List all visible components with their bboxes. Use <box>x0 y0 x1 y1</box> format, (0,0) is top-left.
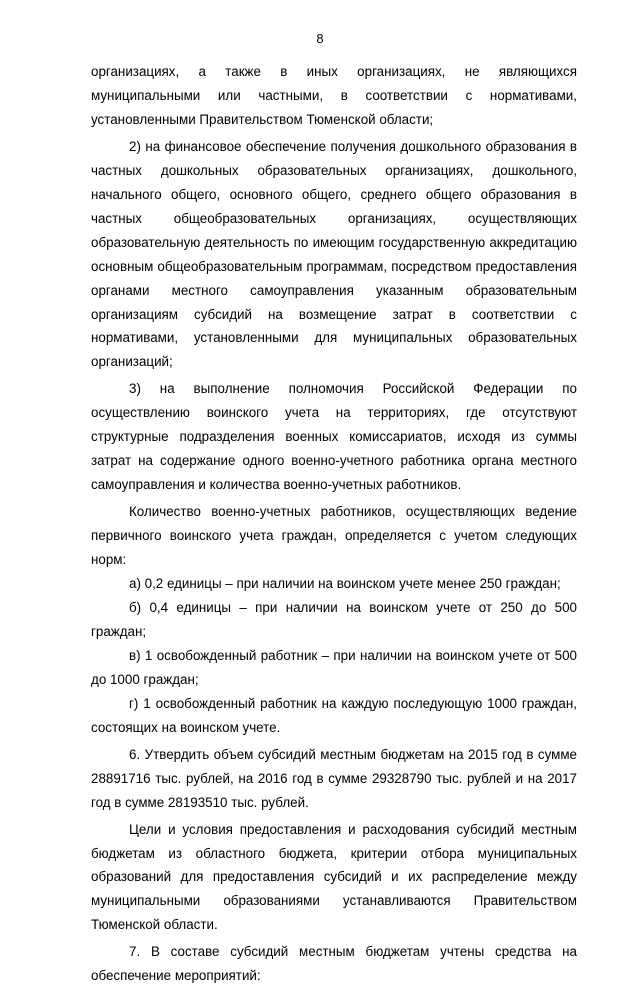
paragraph-norm-v: в) 1 освобожденный работник – при наличии на воинском учете от 500 до 1000 граждан; <box>91 647 577 687</box>
page-number: 8 <box>316 31 324 46</box>
document-body <box>91 60 577 988</box>
paragraph-norm-a: а) 0,2 единицы – при наличии на воинском учете менее 250 граждан; <box>129 576 561 592</box>
paragraph-military-staff-count: Количество военно-учетных работников, осуществляющих ведение первичного воинского учета граждан, определяется с учетом следующих норм: <box>91 504 577 568</box>
paragraph-norm-g: г) 1 освобожденный работник на каждую последующую 1000 граждан, состоящих на воинском учете. <box>91 695 577 735</box>
paragraph-continuation: организациях, а также в иных организациях, не являющихся муниципальными или частными, в соответствии с нормативами, установленными Правительством Тюменской области; <box>91 64 577 127</box>
paragraph-subsidy-conditions: Цели и условия предоставления и расходования субсидий местным бюджетам из областного бюджета, критерии отбора муниципальных образований для предоставления субсидий и их распределение между муниципальными образованиями устанавливаются Правительством Тюменской области. <box>91 821 577 933</box>
paragraph-item-7: 7. В составе субсидий местным бюджетам учтены средства на обеспечение мероприятий: <box>91 944 577 984</box>
paragraph-norm-b: б) 0,4 единицы – при наличии на воинском учете от 250 до 500 граждан; <box>91 599 577 639</box>
paragraph-item-6: 6. Утвердить объем субсидий местным бюджетам на 2015 год в сумме 28891716 тыс. рублей, на 2016 год в сумме 29328790 тыс. рублей и на 2017 год в сумме 28193510 тыс. рублей. <box>91 746 577 810</box>
paragraph-item-3: 3) на выполнение полномочия Российской Федерации по осуществлению воинского учета на территориях, где отсутствуют структурные подразделения военных комиссариатов, исходя из суммы затрат на содержание одного военно-учетного работника органа местного самоуправления и количества военно-учетных работников. <box>91 381 577 493</box>
paragraph-item-2: 2) на финансовое обеспечение получения дошкольного образования в частных дошкольных образовательных организациях, дошкольного, начального общего, основного общего, среднего общего образования в частных общеобразовательных организациях, осуществляющих образовательную деятельность по имеющим государственную аккредитацию основным общеобразовательным программам, посредством предоставления органами местного самоуправления указанным образовательным организациям субсидий на возмещение затрат в соответствии с нормативами, установленными для муниципальных образовательных организаций; <box>91 138 577 370</box>
